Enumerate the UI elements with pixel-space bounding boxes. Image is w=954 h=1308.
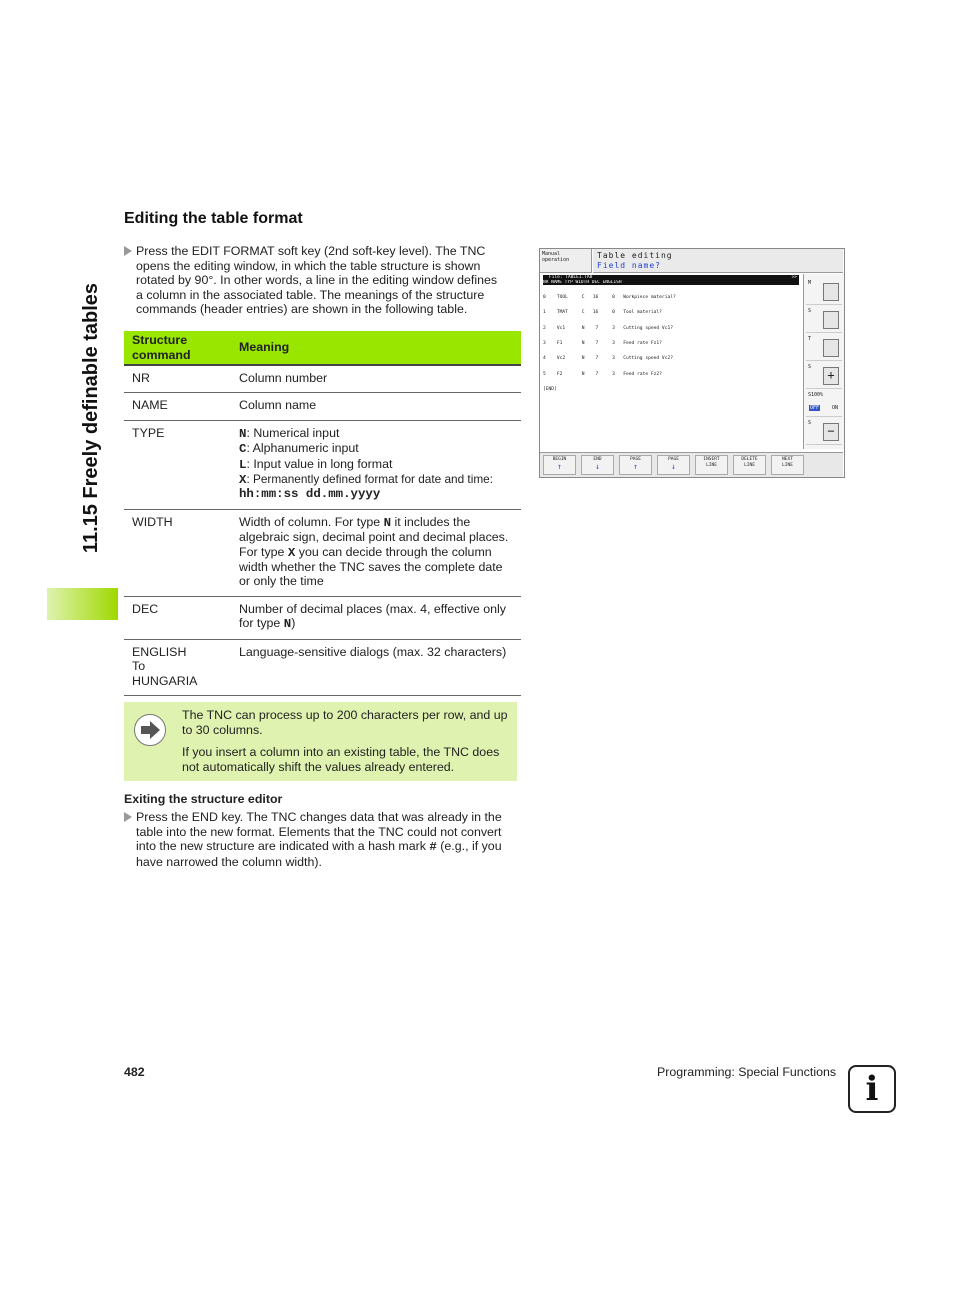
header-structure-command: Structure command — [124, 331, 231, 365]
page-number: 482 — [124, 1065, 145, 1079]
cell-meaning — [231, 420, 521, 509]
file-name: File: TABLE1.TAB — [549, 275, 593, 280]
softkey-page-down[interactable] — [657, 455, 690, 475]
mode-indicator — [540, 249, 592, 273]
m-function-cell[interactable] — [806, 278, 842, 305]
table-row — [124, 596, 521, 639]
softkey-label: LINE — [744, 463, 755, 468]
cell-label: S — [808, 420, 812, 426]
right-softkey-panel — [803, 274, 844, 449]
list-item: [END] — [543, 386, 557, 392]
softkey-label: DELETE — [741, 457, 758, 462]
cell-command: NAME — [124, 393, 231, 420]
softkey-insert-line[interactable] — [695, 455, 728, 475]
machine-icon — [823, 283, 839, 301]
softkey-begin[interactable] — [543, 455, 576, 475]
spindle-minus-cell[interactable] — [806, 418, 842, 445]
chapter-side-title: 11.15 Freely definable tables — [80, 282, 102, 554]
width-text: you can decide through the column width whether the TNC saves the complete date or only the time — [239, 544, 503, 589]
date-time-format: hh:mm:ss dd.mm.yyyy — [239, 487, 381, 502]
arrow-down-icon: ↓ — [595, 462, 600, 471]
cell-command: DEC — [124, 596, 231, 639]
tnc-screenshot — [539, 248, 845, 478]
t-function-cell[interactable] — [806, 334, 842, 361]
exit-paragraph — [136, 810, 520, 869]
list-item[interactable]: 4 Vc2 N 7 3 Cutting speed Vc2? — [543, 356, 673, 362]
arrow-up-icon: ↑ — [557, 462, 562, 471]
list-item[interactable]: 3 F1 N 7 3 Feed rate Fz1? — [543, 341, 662, 347]
bullet-arrow-icon — [124, 812, 132, 822]
cell-meaning: Language-sensitive dialogs (max. 32 characters) — [231, 639, 521, 695]
dialog-title: Table editing — [597, 251, 673, 260]
type-code: N — [283, 617, 292, 632]
intro-paragraph — [136, 244, 526, 317]
file-bar-end: >> — [791, 275, 797, 280]
list-item[interactable]: 5 F2 N 7 3 Feed rate Fz2? — [543, 371, 662, 377]
command-line: ENGLISH — [132, 644, 187, 659]
type-code: C — [239, 442, 247, 457]
note-box — [124, 702, 517, 781]
softkey-label: PAGE — [668, 457, 679, 462]
softkey-bar — [540, 452, 843, 477]
table-rows — [543, 285, 676, 402]
cell-label: T — [808, 336, 812, 342]
arrow-right-note-icon — [134, 714, 166, 746]
cell-meaning — [231, 509, 521, 596]
width-text: Width of column. For type — [239, 514, 384, 529]
spindle-override-cell[interactable] — [806, 390, 842, 417]
width-text: it includes the algebraic sign, decimal point and decimal places. For type — [239, 514, 509, 559]
section-title: Editing the table format — [124, 210, 303, 227]
type-code: X — [239, 473, 247, 488]
type-desc: : Alphanumeric input — [246, 441, 359, 456]
cell-meaning — [231, 596, 521, 639]
cell-label: S — [808, 364, 812, 370]
tool-icon — [823, 339, 839, 357]
cell-meaning: Column name — [231, 393, 521, 420]
softkey-label: INSERT — [703, 457, 720, 462]
type-code: N — [239, 426, 247, 441]
softkey-page-up[interactable] — [619, 455, 652, 475]
dec-text: ) — [291, 616, 296, 631]
spindle-plus-cell[interactable] — [806, 362, 842, 389]
type-code: X — [287, 545, 296, 560]
cell-label: M — [808, 280, 812, 286]
column-header-bar: NR NAME TYP WIDTH DEC ENGLISH — [543, 280, 799, 285]
cell-command: TYPE — [124, 420, 231, 509]
softkey-label: PAGE — [630, 457, 641, 462]
intro-line: rotated by 90°. In other words, a line in the editing window defines — [136, 273, 498, 287]
command-line: To — [132, 659, 146, 674]
softkey-label: BEGIN — [552, 457, 567, 462]
table-row — [124, 509, 521, 596]
intro-line: opens the editing window, in which the table structure is shown — [136, 258, 481, 273]
softkey-end[interactable] — [581, 455, 614, 475]
dialog-header — [593, 249, 843, 273]
plus-icon: + — [823, 367, 839, 385]
minus-icon: − — [823, 423, 839, 441]
table-row — [124, 393, 521, 420]
command-line: HUNGARIA — [132, 673, 198, 688]
s-function-cell[interactable] — [806, 306, 842, 333]
type-desc: : Numerical input — [246, 425, 340, 440]
cell-meaning: Column number — [231, 365, 521, 393]
off-label: OFF — [810, 405, 820, 411]
info-icon — [848, 1065, 896, 1113]
exit-text: (e.g., if you have narrowed the column width). — [136, 839, 502, 869]
type-desc: : Input value in long format — [246, 456, 393, 471]
header-meaning: Meaning — [231, 331, 521, 365]
cell-command: NR — [124, 365, 231, 393]
note-text-1: The TNC can process up to 200 characters per row, and up to 30 columns. — [182, 708, 508, 737]
mode-line: operation — [542, 257, 570, 263]
softkey-label: LINE — [706, 463, 717, 468]
cell-label: S — [808, 308, 812, 314]
softkey-label: LINE — [782, 463, 793, 468]
intro-line: commands (header entries) are shown in the following table. — [136, 302, 468, 316]
exit-text: Press the END key. The TNC changes data that was already in the table into the new format. Elements that the TNC could not convert into the new structure are indicated with a hash mark — [136, 810, 502, 853]
table-header-row — [124, 331, 521, 365]
hash-mark: # — [429, 840, 437, 854]
intro-line: Press the EDIT FORMAT soft key (2nd soft-key level). The TNC — [136, 244, 486, 258]
list-item[interactable]: 1 TMAT C 16 0 Tool material? — [543, 310, 662, 316]
type-code: N — [383, 515, 392, 530]
table-row — [124, 365, 521, 393]
type-code: L — [239, 457, 247, 472]
chapter-tab-marker — [47, 588, 118, 620]
cell-command — [124, 639, 231, 695]
dialog-prompt: Field name? — [597, 260, 661, 270]
softkey-label: NEXT — [782, 457, 793, 462]
cell-label: S100% — [808, 392, 824, 398]
footer-chapter-title: Programming: Special Functions — [657, 1065, 837, 1079]
structure-commands-table — [124, 331, 521, 696]
table-row — [124, 639, 521, 695]
spindle-icon — [823, 311, 839, 329]
type-desc: : Permanently defined format for date and time: — [246, 472, 493, 487]
list-item[interactable]: 0 TOOL C 16 0 Workpiece material? — [543, 295, 676, 301]
softkey-delete-line[interactable] — [733, 455, 766, 475]
list-item[interactable]: 2 Vc1 N 7 3 Cutting speed Vc1? — [543, 325, 673, 331]
table-row — [124, 420, 521, 509]
arrow-down-icon: ↓ — [671, 462, 676, 471]
note-text-2: If you insert a column into an existing table, the TNC does not automatically shift the values already entered. — [182, 745, 500, 774]
info-glyph: i — [865, 1069, 879, 1109]
softkey-label: END — [593, 457, 602, 462]
softkey-next-line[interactable] — [771, 455, 804, 475]
bullet-arrow-icon — [124, 246, 132, 256]
dec-text: Number of decimal places (max. 4, effective only for type — [239, 601, 506, 631]
mode-line: Manual — [542, 251, 561, 257]
cell-command: WIDTH — [124, 509, 231, 596]
arrow-up-icon: ↑ — [633, 462, 638, 471]
intro-line: a column in the associated table. The meanings of the structure — [136, 287, 485, 302]
on-label: ON — [832, 405, 839, 411]
exit-heading: Exiting the structure editor — [124, 792, 283, 806]
